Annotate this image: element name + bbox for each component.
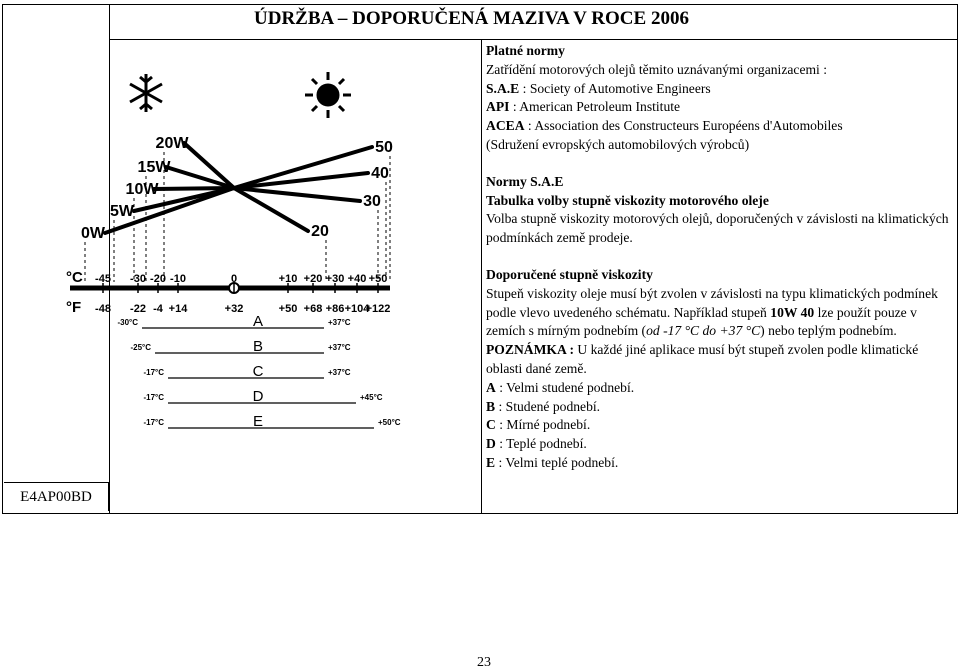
celsius-tick-label: +10 — [278, 273, 298, 285]
zone-min-label: -30°C — [117, 318, 138, 327]
api-text: : American Petroleum Institute — [509, 99, 681, 115]
norm-acea — [486, 117, 952, 136]
winter-grade-label: 20W — [155, 135, 189, 152]
legend-item-a — [486, 379, 952, 398]
legend-item-c — [486, 416, 952, 435]
zone-max-label: +45°C — [360, 393, 383, 402]
legend-item-e — [486, 454, 952, 473]
acea-text: : Association des Constructeurs Européens d'Automobiles — [524, 118, 843, 134]
legend-text: : Mírné podnebí. — [495, 417, 591, 433]
zone-max-label: +37°C — [328, 318, 351, 327]
section-heading-recommended: Doporučené stupně viskozity — [486, 266, 653, 282]
fahrenheit-tick-label: +50 — [278, 303, 298, 315]
celsius-tick-label: -30 — [130, 273, 146, 285]
zone-letter: A — [252, 313, 264, 330]
legend-key: B — [486, 398, 496, 414]
sae-text: : Society of Automotive Engineers — [519, 80, 711, 96]
celsius-tick-label: -20 — [150, 273, 166, 285]
zone-letter: E — [252, 413, 264, 430]
zone-min-label: -25°C — [130, 343, 151, 352]
fahrenheit-tick-label: -4 — [153, 303, 163, 315]
summer-grade-label: 30 — [363, 193, 381, 210]
summer-grade-label: 20 — [311, 223, 329, 240]
legend-key: C — [486, 417, 496, 433]
zone-max-label: +50°C — [378, 418, 401, 427]
fahrenheit-tick-label: +68 — [303, 303, 323, 315]
norm-api — [486, 98, 952, 117]
section-subheading-sae: Tabulka volby stupně viskozity motorového oleje — [486, 192, 769, 208]
fahrenheit-tick-label: +32 — [224, 303, 244, 315]
fahrenheit-tick-label: +104 — [344, 303, 370, 315]
zone-min-label: -17°C — [143, 418, 164, 427]
celsius-tick-label: 0 — [230, 273, 238, 285]
winter-grade-label: 0W — [81, 225, 105, 242]
norm-sae — [486, 80, 952, 99]
acea-note: (Sdružení evropských automobilových výrobců) — [486, 136, 750, 152]
celsius-unit-label: °C — [66, 269, 83, 286]
zone-letter: C — [252, 363, 264, 380]
zone-letter: B — [252, 338, 264, 355]
summer-grade-label: 40 — [371, 165, 389, 182]
zone-min-label: -17°C — [143, 368, 164, 377]
recommended-text-2: lze použít pouze v zemích s mírným podnebím ( — [486, 304, 917, 339]
legend-text: : Studené podnebí. — [495, 398, 601, 414]
recommended-text-3: ) nebo teplým podnebím. — [760, 323, 897, 339]
zone-letter: D — [252, 388, 264, 405]
note-paragraph — [486, 341, 952, 379]
example-grade: 10W 40 — [770, 304, 815, 320]
zone-max-label: +37°C — [328, 368, 351, 377]
text-column-divider — [481, 39, 482, 513]
winter-grade-label: 15W — [137, 159, 171, 176]
legend-text: : Velmi studené podnebí. — [495, 379, 635, 395]
celsius-tick-label: +30 — [325, 273, 345, 285]
title-divider — [109, 39, 957, 40]
legend-text: : Teplé podnebí. — [495, 436, 587, 452]
document-code: E4AP00BD — [4, 482, 109, 511]
note-text: U každé jiné aplikace musí být stupeň zvolen podle klimatické oblasti dané země. — [486, 342, 919, 376]
summer-grade-label: 50 — [375, 139, 393, 156]
sun-icon — [305, 72, 351, 118]
zone-min-label: -17°C — [143, 393, 164, 402]
example-range: od -17 °C do +37 °C — [646, 323, 761, 339]
legend-item-b — [486, 398, 952, 417]
fahrenheit-tick-label: +122 — [365, 303, 391, 315]
acea-abbr: ACEA — [486, 118, 525, 134]
legend-item-d — [486, 435, 952, 454]
fahrenheit-tick-label: +14 — [168, 303, 188, 315]
note-label: POZNÁMKA : — [486, 342, 574, 358]
celsius-tick-label: -10 — [170, 273, 186, 285]
fahrenheit-tick-label: -48 — [95, 303, 111, 315]
recommended-paragraph — [486, 285, 952, 341]
zone-max-label: +37°C — [328, 343, 351, 352]
celsius-tick-label: +50 — [368, 273, 388, 285]
legend-key: E — [486, 454, 496, 470]
norms-intro: Zatřídění motorových olejů těmito uznávanými organizacemi : — [486, 61, 827, 77]
legend-text: : Velmi teplé podnebí. — [495, 454, 619, 470]
winter-grade-line — [154, 188, 234, 189]
fahrenheit-unit-label: °F — [66, 299, 82, 316]
page-number: 23 — [477, 655, 491, 670]
sae-abbr: S.A.E — [486, 80, 520, 96]
fahrenheit-tick-label: -22 — [130, 303, 146, 315]
celsius-tick-label: -45 — [95, 273, 111, 285]
api-abbr: API — [486, 99, 510, 115]
section-heading-sae: Normy S.A.E — [486, 173, 564, 189]
fahrenheit-tick-label: +86 — [325, 303, 345, 315]
winter-grade-label: 10W — [125, 181, 159, 198]
winter-grade-label: 5W — [110, 203, 134, 220]
section-heading-norms: Platné normy — [486, 43, 565, 58]
legend-key: A — [486, 379, 496, 395]
legend-key: D — [486, 436, 496, 452]
celsius-tick-label: +40 — [347, 273, 367, 285]
recommended-text-1: Stupeň viskozity oleje musí být zvolen v závislosti na typu klimatických podmínek podle vlevo uvedeného schématu. Například stupeň — [486, 285, 938, 320]
sae-paragraph: Volba stupně viskozity motorových olejů, doporučených v závislosti na klimatických podmínkách země prodeje. — [486, 211, 949, 246]
viscosity-diagram — [60, 60, 480, 460]
snowflake-icon — [130, 74, 162, 112]
celsius-tick-label: +20 — [303, 273, 323, 285]
page-title: ÚDRŽBA – DOPORUČENÁ MAZIVA V ROCE 2006 — [254, 8, 689, 29]
text-column — [486, 42, 952, 473]
